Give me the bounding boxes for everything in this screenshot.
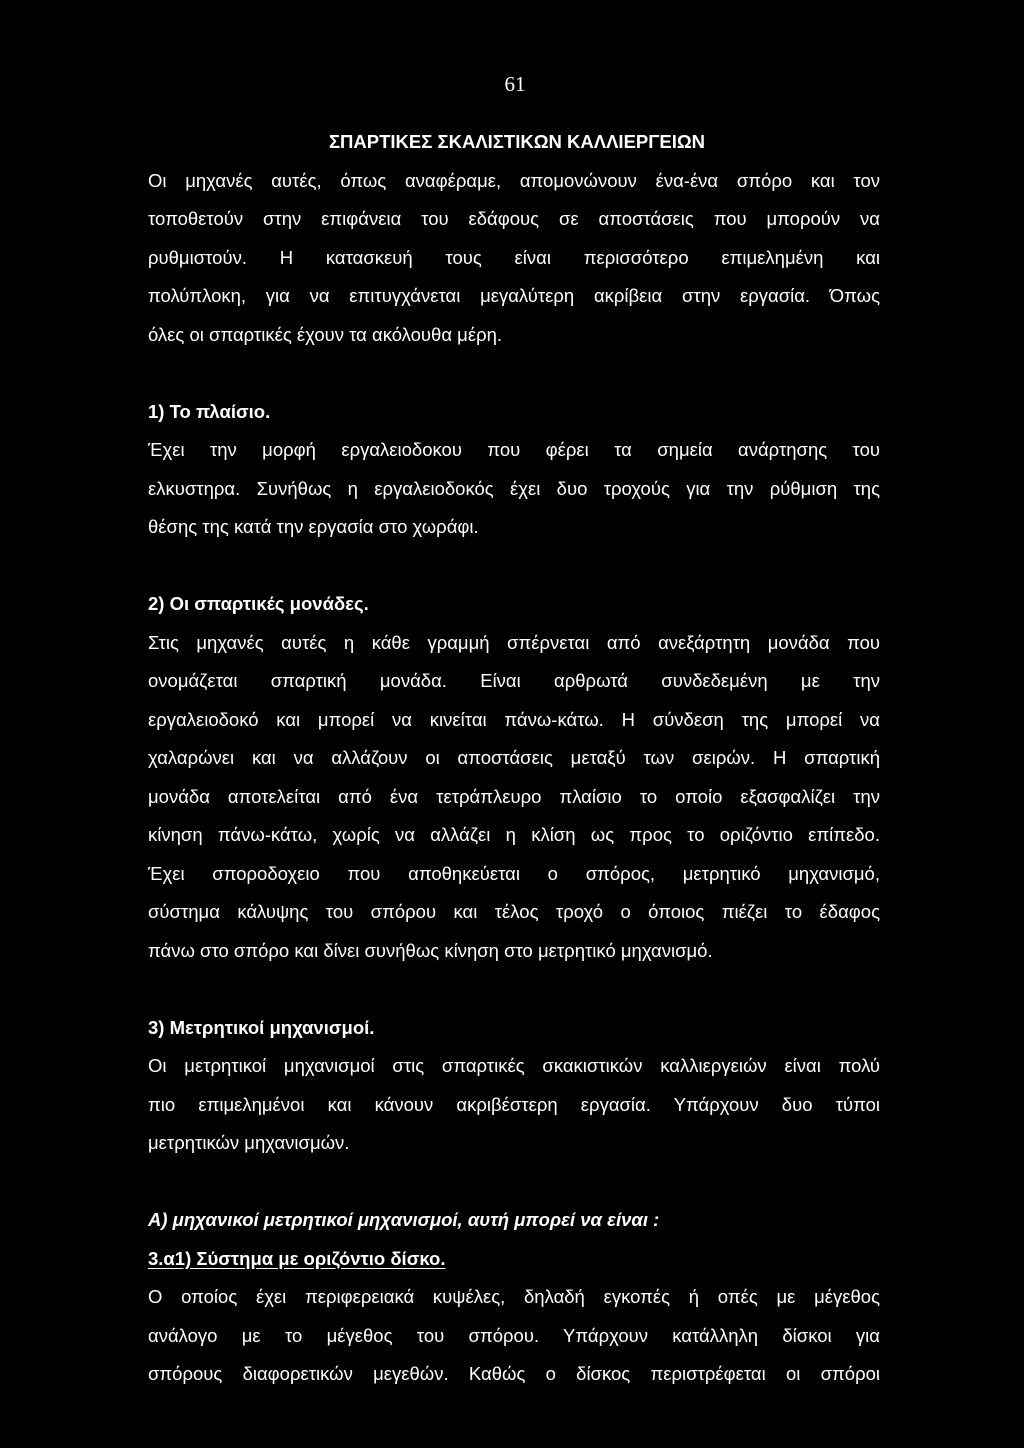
section-2-heading: 2) Οι σπαρτικές μονάδες. — [148, 593, 369, 614]
paragraph-gap — [148, 547, 880, 586]
section-2-line: κίνηση πάνω-κάτω, χωρίς να αλλάζει η κλίση ως προς το οριζόντιο επίπεδο. — [148, 824, 880, 845]
intro-line: ρυθμιστούν. Η κατασκευή τους είναι περισσότερο επιμελημένη και — [148, 246, 880, 268]
section-3-line: πιο επιμελημένοι και κάνουν ακριβέστερη εργασία. Υπάρχουν δυο τύποι — [148, 1093, 880, 1115]
section-3-line: μετρητικών μηχανισμών. — [148, 1132, 350, 1153]
section-3-line: Οι μετρητικοί μηχανισμοί στις σπαρτικές σκακιστικών καλλιεργειών είναι πολύ — [148, 1055, 880, 1076]
section-2-line: χαλαρώνει και να αλλάζουν οι αποστάσεις μεταξύ των σειρών. Η σπαρτική — [148, 747, 880, 768]
section-1-line: ελκυστηρα. Συνήθως η εργαλειοδοκός έχει δυο τροχούς για την ρύθμιση της — [148, 477, 880, 499]
section-2-line: Έχει σποροδοχειο που αποθηκεύεται ο σπόρος, μετρητικό μηχανισμό, — [148, 862, 880, 884]
section-2-line: ονομάζεται σπαρτική μονάδα. Είναι αρθρωτά συνδεδεμένη με την — [148, 670, 880, 691]
subsection-a1-heading-text: 3.α1) Σύστημα με οριζόντιο δίσκο. — [148, 1247, 446, 1269]
section-2-line: σύστημα κάλυψης του σπόρου και τέλος τροχό ο όποιος πιέζει το έδαφος — [148, 901, 880, 922]
subsection-a1-heading — [148, 1240, 880, 1279]
section-1-line: θέσης της κατά την εργασία στο χωράφι. — [148, 516, 479, 537]
intro-line: Οι μηχανές αυτές, όπως αναφέραμε, απομονώνουν ένα-ένα σπόρο και τον — [148, 169, 880, 191]
document-body — [148, 123, 880, 1394]
intro-line: όλες οι σπαρτικές έχουν τα ακόλουθα μέρη. — [148, 323, 503, 345]
section-2-line: πάνω στο σπόρο και δίνει συνήθως κίνηση στο μετρητικό μηχανισμό. — [148, 939, 713, 961]
section-1-heading: 1) Το πλαίσιο. — [148, 400, 271, 422]
paragraph-gap — [148, 1163, 880, 1202]
section-2-line: εργαλειοδοκό και μπορεί να κινείται πάνω-κάτω. Η σύνδεση της μπορεί να — [148, 708, 880, 730]
subsection-a1-line: σπόρους διαφορετικών μεγεθών. Καθώς ο δίσκος περιστρέφεται οι σπόροι — [148, 1363, 880, 1384]
paragraph-gap — [148, 354, 880, 393]
subsection-a1-line: Ο οποίος έχει περιφερειακά κυψέλες, δηλαδή εγκοπές ή οπές με μέγεθος — [148, 1286, 880, 1307]
intro-line: τοποθετούν στην επιφάνεια του εδάφους σε αποστάσεις που μπορούν να — [148, 208, 880, 229]
section-2-line: Στις μηχανές αυτές η κάθε γραμμή σπέρνεται από ανεξάρτητη μονάδα που — [148, 631, 880, 653]
subsection-a1-line: ανάλογο με το μέγεθος του σπόρου. Υπάρχουν κατάλληλη δίσκοι για — [148, 1324, 880, 1346]
document-title: ΣΠΑΡΤΙΚΕΣ ΣΚΑΛΙΣΤΙΚΩΝ ΚΑΛΛΙΕΡΓΕΙΩΝ — [328, 131, 706, 152]
intro-line: πολύπλοκη, για να επιτυγχάνεται μεγαλύτερη ακρίβεια στην εργασία. Όπως — [148, 285, 880, 306]
subsection-a-heading: Α) μηχανικοί μετρητικοί μηχανισμοί, αυτή μπορεί να είναι : — [148, 1209, 660, 1230]
section-3-heading: 3) Μετρητικοί μηχανισμοί. — [148, 1016, 375, 1038]
paragraph-gap — [148, 970, 880, 1009]
section-1-line: Έχει την μορφή εργαλειοδοκου που φέρει τα σημεία ανάρτησης του — [148, 439, 880, 460]
section-2-line: μονάδα αποτελείται από ένα τετράπλευρο πλαίσιο το οποίο εξασφαλίζει την — [148, 785, 880, 807]
page-number: 61 — [504, 72, 526, 96]
